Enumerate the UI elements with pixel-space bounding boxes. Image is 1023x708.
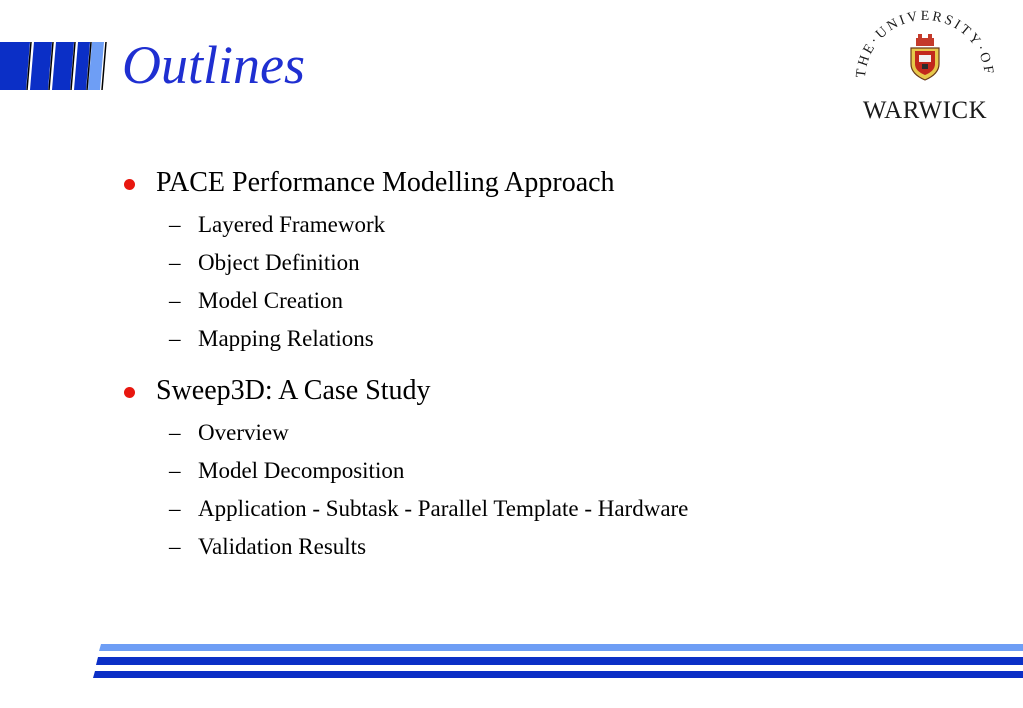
sub-item-text: Application - Subtask - Parallel Template - Hardware	[198, 496, 689, 521]
outline-item-sweep3d	[122, 374, 688, 566]
outline-item-text: PACE Performance Modelling Approach	[156, 167, 615, 198]
outline-item-text: Sweep3D: A Case Study	[156, 375, 431, 406]
footer-stripes-decoration	[93, 644, 1023, 684]
dash-bullet-icon: –	[169, 496, 181, 521]
dash-bullet-icon: –	[169, 534, 181, 559]
sub-item	[156, 244, 688, 282]
sub-item-text: Mapping Relations	[198, 326, 374, 351]
dash-bullet-icon: –	[169, 458, 181, 483]
sub-item-text: Model Decomposition	[198, 458, 405, 483]
sub-item-text: Validation Results	[198, 534, 367, 559]
university-logo	[845, 10, 1005, 130]
sub-list	[156, 206, 688, 358]
sub-item	[156, 452, 688, 490]
sub-item-text: Overview	[198, 420, 289, 445]
sub-item-text: Model Creation	[198, 288, 343, 313]
red-dot-bullet-icon	[124, 179, 135, 190]
sub-item	[156, 320, 688, 358]
dash-bullet-icon: –	[169, 212, 181, 237]
sub-item	[156, 414, 688, 452]
outline-item-pace	[122, 166, 688, 358]
dash-bullet-icon: –	[169, 250, 181, 275]
sub-list	[156, 414, 688, 566]
crest-icon	[845, 10, 1005, 100]
logo-arc-text: THE·UNIVERSITY·OF	[853, 10, 997, 79]
dash-bullet-icon: –	[169, 326, 181, 351]
logo-wordmark: WARWICK	[862, 97, 988, 124]
sub-item-text: Layered Framework	[198, 212, 386, 237]
sub-item	[156, 490, 688, 528]
title-stripes-decoration	[0, 42, 110, 90]
dash-bullet-icon: –	[169, 288, 181, 313]
outline-list	[122, 166, 688, 566]
sub-item	[156, 528, 688, 566]
sub-item	[156, 282, 688, 320]
dash-bullet-icon: –	[169, 420, 181, 445]
sub-item-text: Object Definition	[198, 250, 360, 275]
sub-item	[156, 206, 688, 244]
slide-title: Outlines	[122, 35, 305, 95]
red-dot-bullet-icon	[124, 387, 135, 398]
